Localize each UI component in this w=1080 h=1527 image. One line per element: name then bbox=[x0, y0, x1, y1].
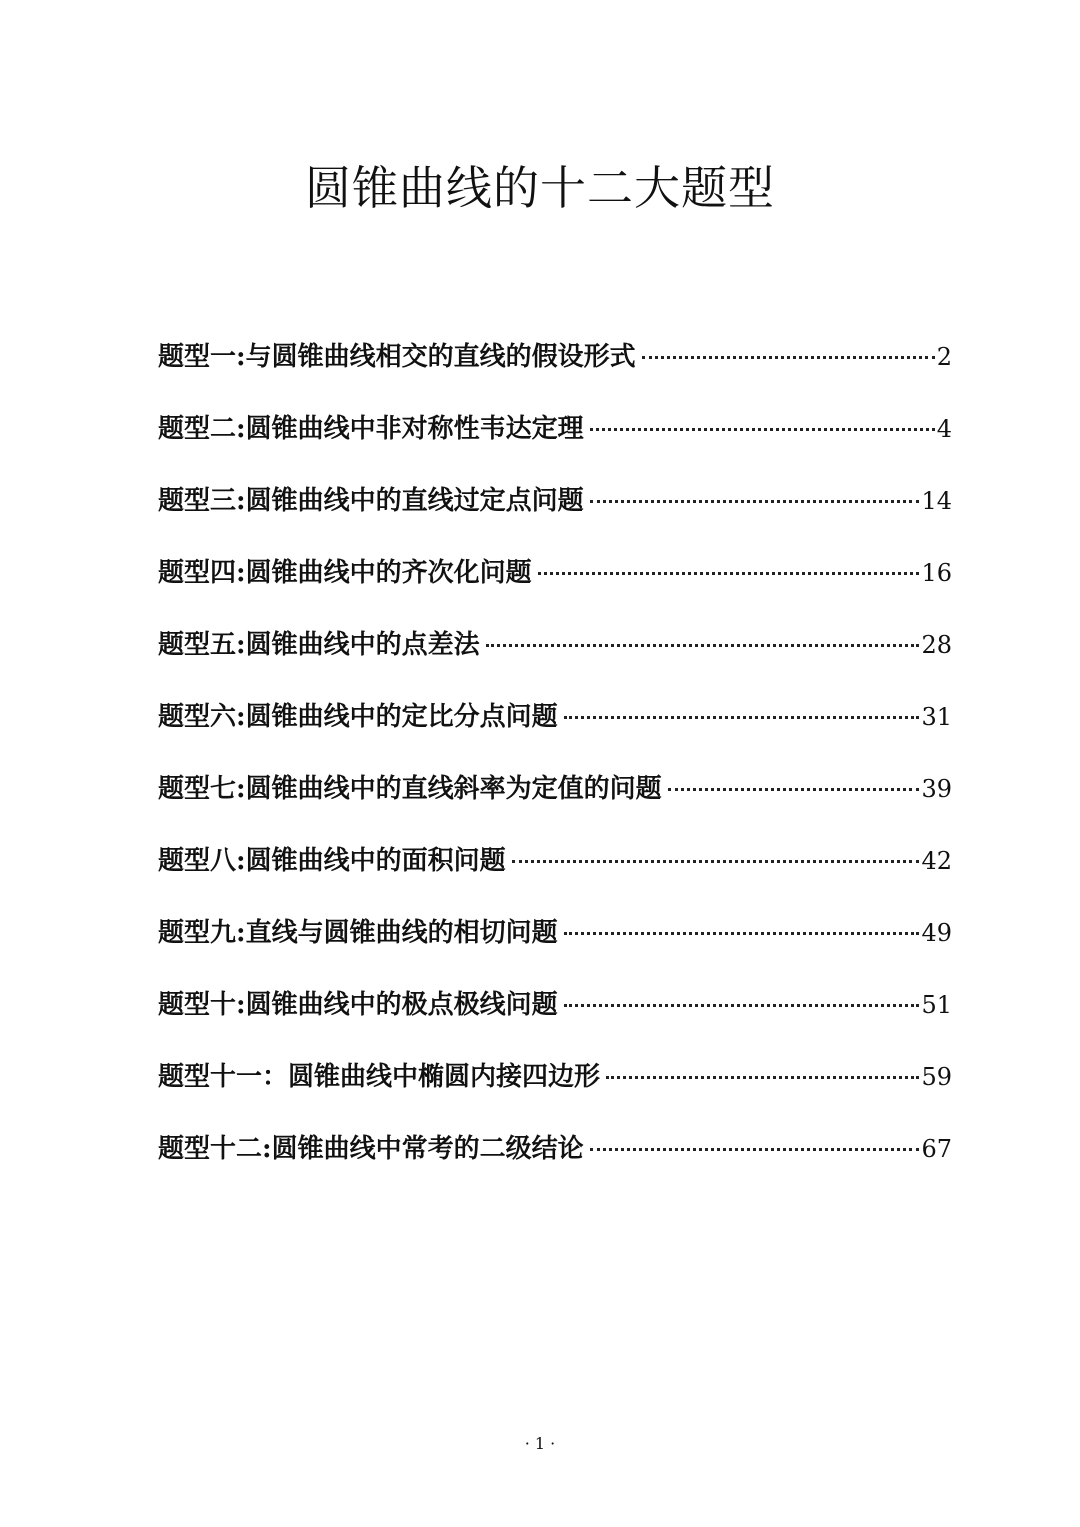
toc-entry-page: 42 bbox=[921, 847, 952, 875]
toc-entry-page: 49 bbox=[921, 919, 952, 947]
toc-entry[interactable] bbox=[158, 622, 952, 694]
toc-entry-label: 题型五:圆锥曲线中的点差法 bbox=[158, 630, 480, 660]
toc-entry-page: 59 bbox=[921, 1063, 952, 1091]
toc-entry[interactable] bbox=[158, 334, 952, 406]
toc-dot-leader bbox=[590, 427, 935, 431]
toc-dot-leader bbox=[642, 355, 935, 359]
toc-entry-page: 14 bbox=[921, 487, 952, 515]
toc-entry-page: 39 bbox=[921, 775, 952, 803]
toc-entry[interactable] bbox=[158, 1126, 952, 1198]
toc-entry-page: 16 bbox=[921, 559, 952, 587]
toc-entry[interactable] bbox=[158, 478, 952, 550]
toc-entry[interactable] bbox=[158, 550, 952, 622]
toc-dot-leader bbox=[590, 1147, 920, 1151]
toc-entry-label: 题型一:与圆锥曲线相交的直线的假设形式 bbox=[158, 342, 636, 372]
toc-entry-label: 题型十一：圆锥曲线中椭圆内接四边形 bbox=[158, 1062, 601, 1092]
document-title: 圆锥曲线的十二大题型 bbox=[305, 161, 775, 215]
toc-entry-page: 51 bbox=[921, 991, 952, 1019]
toc-entry-page: 31 bbox=[921, 703, 952, 731]
toc-entry-label: 题型三:圆锥曲线中的直线过定点问题 bbox=[158, 486, 584, 516]
toc-entry-label: 题型六:圆锥曲线中的定比分点问题 bbox=[158, 702, 558, 732]
toc-entry[interactable] bbox=[158, 406, 952, 478]
toc-entry[interactable] bbox=[158, 910, 952, 982]
toc-entry-page: 2 bbox=[936, 343, 952, 371]
toc-dot-leader bbox=[590, 499, 920, 503]
toc-dot-leader bbox=[486, 643, 920, 647]
toc-entry-label: 题型八:圆锥曲线中的面积问题 bbox=[158, 846, 506, 876]
toc-entry-label: 题型四:圆锥曲线中的齐次化问题 bbox=[158, 558, 532, 588]
toc-dot-leader bbox=[564, 931, 920, 935]
toc-dot-leader bbox=[512, 859, 920, 863]
toc-entry-page: 28 bbox=[921, 631, 952, 659]
toc-entry[interactable] bbox=[158, 1054, 952, 1126]
toc-entry-label: 题型十二:圆锥曲线中常考的二级结论 bbox=[158, 1134, 584, 1164]
toc-entry-page: 4 bbox=[936, 415, 952, 443]
page-number-footer: · 1 · bbox=[524, 1434, 556, 1453]
toc-entry-label: 题型二:圆锥曲线中非对称性韦达定理 bbox=[158, 414, 584, 444]
toc-dot-leader bbox=[606, 1075, 919, 1079]
toc-dot-leader bbox=[564, 715, 920, 719]
toc-entry[interactable] bbox=[158, 838, 952, 910]
toc-entry-page: 67 bbox=[921, 1135, 952, 1163]
toc-entry[interactable] bbox=[158, 982, 952, 1054]
toc-entry[interactable] bbox=[158, 694, 952, 766]
toc-entry-label: 题型十:圆锥曲线中的极点极线问题 bbox=[158, 990, 558, 1020]
toc-entry[interactable] bbox=[158, 766, 952, 838]
toc-entry-label: 题型九:直线与圆锥曲线的相切问题 bbox=[158, 918, 558, 948]
toc-entry-label: 题型七:圆锥曲线中的直线斜率为定值的问题 bbox=[158, 774, 662, 804]
table-of-contents bbox=[158, 334, 952, 1198]
toc-dot-leader bbox=[564, 1003, 920, 1007]
toc-dot-leader bbox=[538, 571, 920, 575]
toc-dot-leader bbox=[668, 787, 920, 791]
